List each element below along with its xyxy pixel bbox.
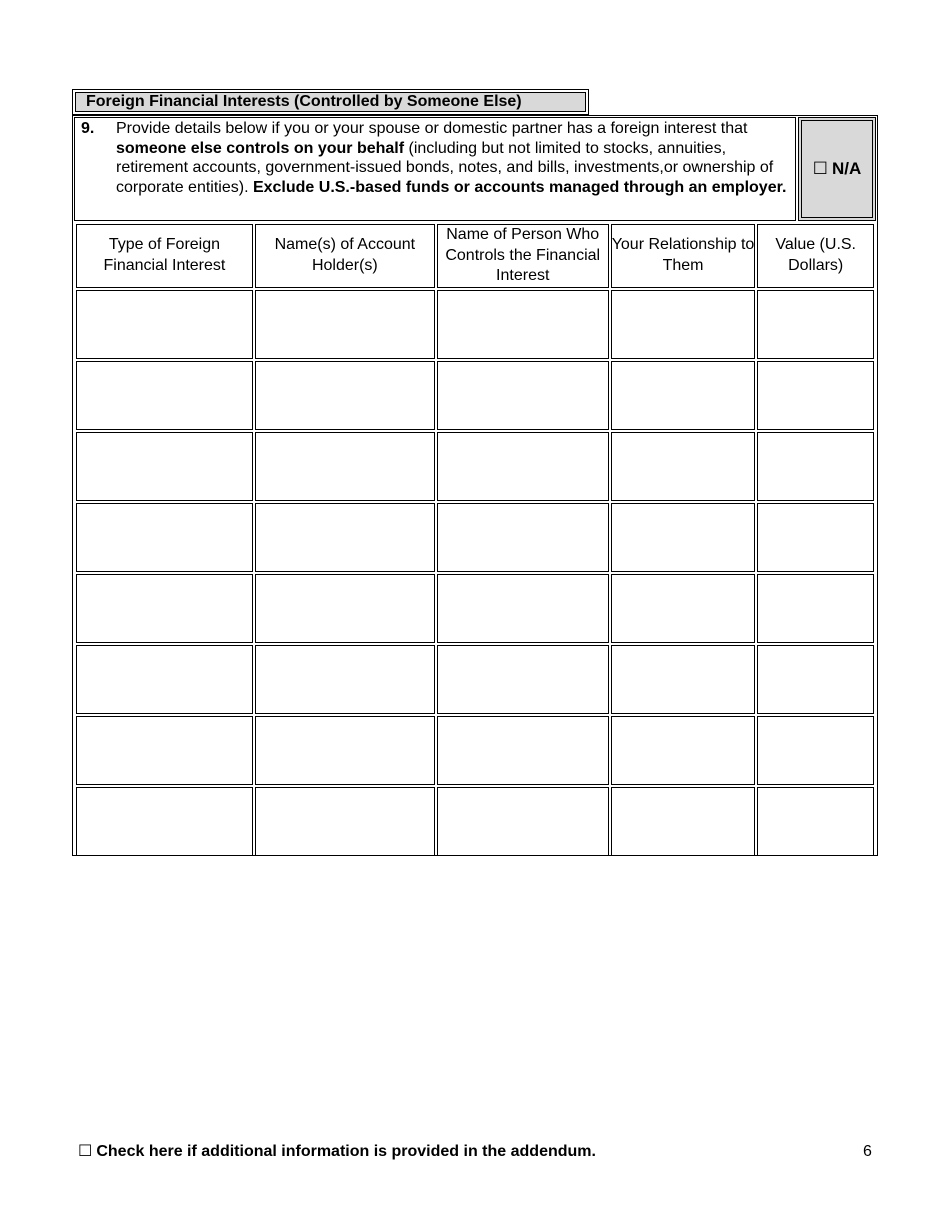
- table-cell[interactable]: [437, 290, 609, 359]
- addendum-text: Check here if additional information is provided in the addendum.: [96, 1143, 596, 1160]
- table-cell[interactable]: [76, 361, 253, 430]
- question-text-part-1: Provide details below if you or your spouse or domestic partner has a foreign interest that: [116, 120, 748, 137]
- table-row: [76, 361, 874, 430]
- column-header-relationship: Your Relationship to Them: [611, 224, 756, 288]
- table-cell[interactable]: [255, 645, 435, 714]
- table-cell[interactable]: [76, 503, 253, 572]
- table-row: [76, 787, 874, 856]
- section-header: [72, 89, 589, 115]
- column-header-controller: Name of Person Who Controls the Financial Interest: [437, 224, 609, 288]
- table-cell[interactable]: [76, 432, 253, 501]
- table-cell[interactable]: [255, 361, 435, 430]
- table-cell[interactable]: [757, 716, 874, 785]
- question-number: 9.: [81, 120, 95, 137]
- table-cell[interactable]: [611, 574, 756, 643]
- foreign-interests-table: [74, 222, 876, 858]
- table-row: [76, 574, 874, 643]
- column-header-value: Value (U.S. Dollars): [757, 224, 874, 288]
- table-cell[interactable]: [611, 645, 756, 714]
- addendum-checkbox[interactable]: ☐: [78, 1141, 93, 1160]
- table-row: [76, 716, 874, 785]
- table-cell[interactable]: [76, 645, 253, 714]
- table-cell[interactable]: [76, 290, 253, 359]
- table-cell[interactable]: [76, 716, 253, 785]
- table-cell[interactable]: [255, 432, 435, 501]
- table-cell[interactable]: [255, 574, 435, 643]
- table-cell[interactable]: [437, 361, 609, 430]
- na-option[interactable]: [801, 120, 873, 218]
- table-cell[interactable]: [757, 432, 874, 501]
- table-cell[interactable]: [255, 716, 435, 785]
- table-cell[interactable]: [437, 574, 609, 643]
- table-cell[interactable]: [437, 645, 609, 714]
- question-text-part-2: (including but not limited to stocks, annuities, retirement accounts, government-issued bonds, notes, and bills, investments,or ownership of corporate entities).: [116, 139, 774, 196]
- table-cell[interactable]: [611, 361, 756, 430]
- table-cell[interactable]: [611, 432, 756, 501]
- table-cell[interactable]: [437, 503, 609, 572]
- table-cell[interactable]: [611, 290, 756, 359]
- table-row: [76, 432, 874, 501]
- question-text-bold-1: someone else controls on your behalf: [116, 139, 405, 157]
- table-cell[interactable]: [437, 716, 609, 785]
- section-title: Foreign Financial Interests (Controlled by Someone Else): [75, 92, 586, 112]
- table-cell[interactable]: [437, 787, 609, 856]
- question-text-bold-2: Exclude U.S.-based funds or accounts managed through an employer.: [252, 178, 787, 196]
- na-cell: [798, 117, 876, 221]
- table-row: [76, 645, 874, 714]
- table-cell[interactable]: [255, 787, 435, 856]
- table-cell[interactable]: [757, 290, 874, 359]
- table-cell[interactable]: [255, 503, 435, 572]
- table-cell[interactable]: [611, 503, 756, 572]
- question-9: [74, 117, 796, 221]
- table-cell[interactable]: [437, 432, 609, 501]
- table-cell[interactable]: [611, 787, 756, 856]
- table-cell[interactable]: [757, 503, 874, 572]
- table-cell[interactable]: [757, 361, 874, 430]
- question-text: [116, 119, 796, 197]
- table-cell[interactable]: [757, 645, 874, 714]
- table-cell[interactable]: [255, 290, 435, 359]
- table-cell[interactable]: [76, 787, 253, 856]
- table-row: [76, 290, 874, 359]
- table-cell[interactable]: [757, 787, 874, 856]
- column-header-account-holders: Name(s) of Account Holder(s): [255, 224, 435, 288]
- page-number: 6: [863, 1143, 872, 1160]
- table-row: [76, 503, 874, 572]
- na-label: N/A: [831, 159, 862, 178]
- table-header-row: [76, 224, 874, 288]
- table-cell[interactable]: [611, 716, 756, 785]
- table-cell[interactable]: [757, 574, 874, 643]
- table-cell[interactable]: [76, 574, 253, 643]
- addendum-option[interactable]: [78, 1141, 596, 1162]
- column-header-type: Type of Foreign Financial Interest: [76, 224, 253, 288]
- na-checkbox[interactable]: ☐: [812, 159, 828, 179]
